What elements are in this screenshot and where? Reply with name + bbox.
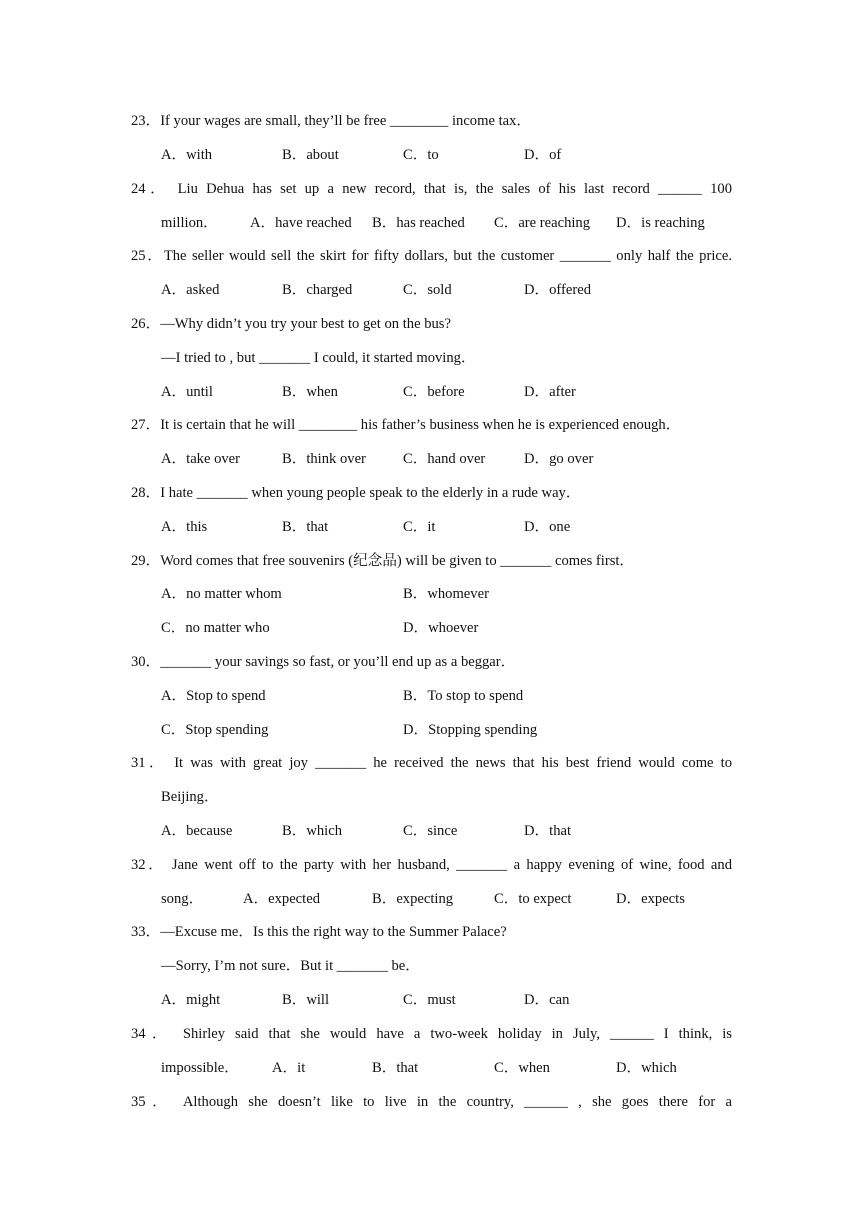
- option-c[interactable]: C．hand over: [403, 451, 486, 467]
- option-a[interactable]: A．asked: [161, 282, 220, 298]
- option-a[interactable]: A．might: [161, 992, 221, 1008]
- option-d[interactable]: D．is reaching: [616, 215, 705, 231]
- option-d[interactable]: D．one: [524, 519, 571, 535]
- option-b[interactable]: B．charged: [282, 282, 353, 298]
- option-b[interactable]: B．when: [282, 384, 338, 400]
- option-d[interactable]: D．can: [524, 992, 570, 1008]
- option-b[interactable]: B．has reached: [372, 215, 465, 231]
- option-d[interactable]: D．after: [524, 384, 576, 400]
- option-b[interactable]: B．that: [282, 519, 329, 535]
- option-c[interactable]: C．to: [403, 147, 439, 163]
- option-d[interactable]: D．that: [524, 823, 572, 839]
- option-d[interactable]: D．which: [616, 1060, 677, 1076]
- option-c[interactable]: C．are reaching: [494, 215, 591, 231]
- option-c[interactable]: C．it: [403, 519, 436, 535]
- option-c[interactable]: C．Stop spending: [161, 722, 269, 738]
- option-c[interactable]: C．since: [403, 823, 458, 839]
- option-b[interactable]: B．To stop to spend: [403, 688, 524, 704]
- option-a[interactable]: A．with: [161, 147, 213, 163]
- option-d[interactable]: D．go over: [524, 451, 594, 467]
- option-c[interactable]: C．must: [403, 992, 456, 1008]
- option-b[interactable]: B．whomever: [403, 586, 489, 602]
- option-b[interactable]: B．expecting: [372, 891, 454, 907]
- option-d[interactable]: D．of: [524, 147, 562, 163]
- option-d[interactable]: D．Stopping spending: [403, 722, 538, 738]
- option-b[interactable]: B．which: [282, 823, 342, 839]
- option-b[interactable]: B．about: [282, 147, 339, 163]
- option-b[interactable]: B．that: [372, 1060, 419, 1076]
- option-a[interactable]: A．because: [161, 823, 233, 839]
- option-b[interactable]: B．will: [282, 992, 330, 1008]
- option-a[interactable]: A．take over: [161, 451, 241, 467]
- option-c[interactable]: C．when: [494, 1060, 550, 1076]
- option-b[interactable]: B．think over: [282, 451, 366, 467]
- option-a[interactable]: A．this: [161, 519, 208, 535]
- option-d[interactable]: D．whoever: [403, 620, 479, 636]
- page: 23．If your wages are small, they’ll be free ________ income tax． A．with B．about C．to D．of 24． Liu Dehua has set up a new record, that is, the sales of his last record ______ 100 million． A．have reached B．has reached C．are reaching D．is reaching 25．The seller would sell the skirt for fifty dollars, but the customer _______ only half the price. A．asked B．charged C．sold D．offered 26．—Why didn’t you try your best to get on the bus? —I tried to , but _______ I could, it started moving． A．until B．when C．before D．after 27．It is certain that he will ________ his father’s business when he is experienced enough． A．take over B．think over C．hand over D．go over 28．I hate _______ when young people speak to the elderly in a rude way． A．this B．that C．it D．one 29．Word comes that free souvenirs (纪念品) will be given to _______ comes first． A．no matter whom B．whomever C．no matter who D．whoever 30．_______ your savings so fast, or you’ll end up as a beggar． A．Stop to spend B．To stop to spend C．Stop spending D．Stopping spending 31． It was with great joy _______ he received the news that his best friend would come to Beijing． A．because B．which C．since D．that 32． Jane went off to the party with her husband, _______ a happy evening of wine, food and song． A．expected B．expecting C．to expect D．expects 33．—Excuse me．Is this the right way to the Summer Palace? —Sorry, I’m not sure．But it _______ be． A．might B．will C．must D．can 34． Shirley said that she would have a two-week holiday in July, ______ I think, is impossible． A．it B．that C．when D．which 35． Although she doesn’t like to live in the country, ______ , she goes there for a: [131, 113, 732, 1110]
- option-d[interactable]: D．expects: [616, 891, 685, 907]
- option-c[interactable]: C．sold: [403, 282, 452, 298]
- option-c[interactable]: C．before: [403, 384, 465, 400]
- option-a[interactable]: A．it: [272, 1060, 306, 1076]
- option-a[interactable]: A．until: [161, 384, 213, 400]
- option-c[interactable]: C．to expect: [494, 891, 572, 907]
- option-a[interactable]: A．Stop to spend: [161, 688, 266, 704]
- option-a[interactable]: A．no matter whom: [161, 586, 282, 602]
- option-a[interactable]: A．have reached: [250, 215, 352, 231]
- option-a[interactable]: A．expected: [243, 891, 320, 907]
- option-c[interactable]: C．no matter who: [161, 620, 270, 636]
- option-d[interactable]: D．offered: [524, 282, 591, 298]
